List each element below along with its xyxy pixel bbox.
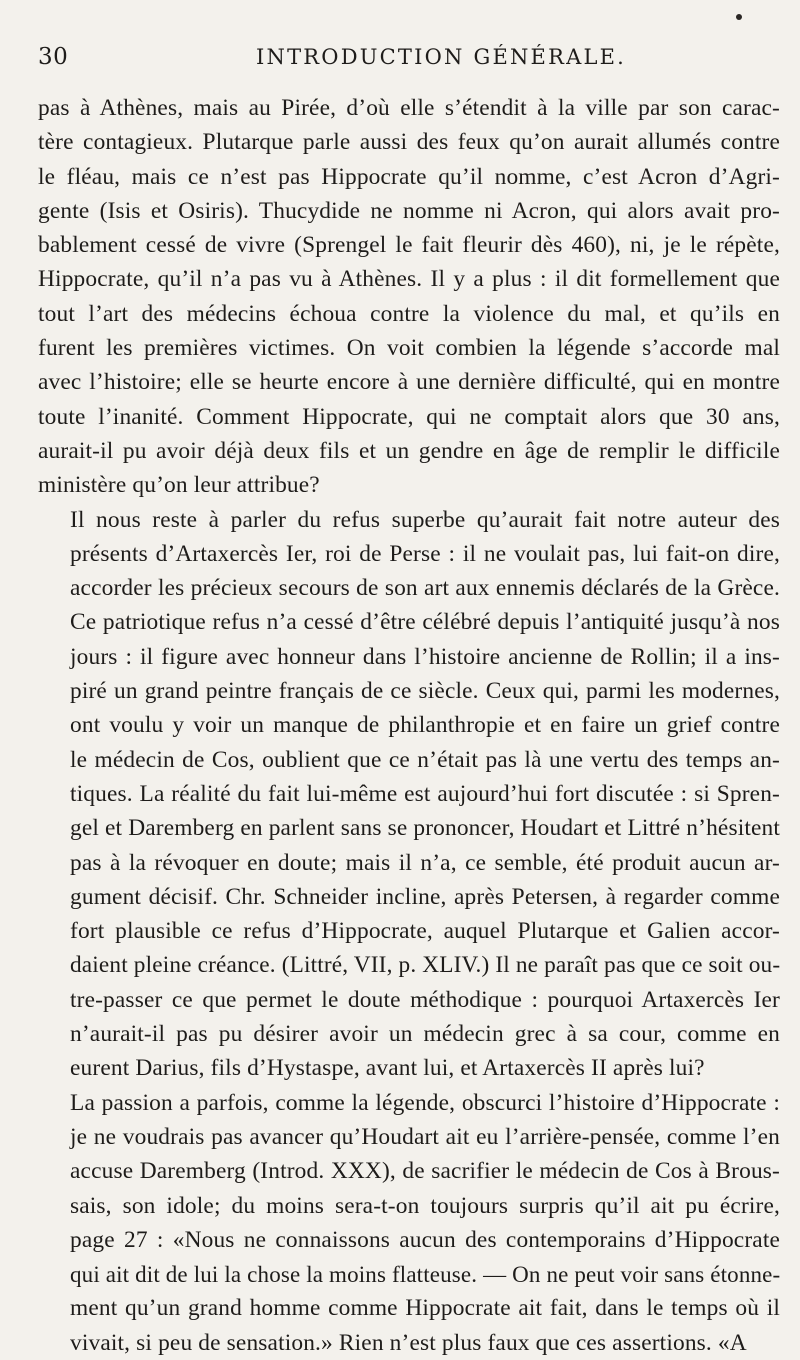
paragraph [38, 91, 780, 503]
text-line: tre-passer ce que permet le doute méthodique : pourquoi Artaxercès Ier [70, 986, 780, 1013]
page-number: 30 [38, 44, 69, 70]
text-line: ministère qu’on leur attribue? [38, 472, 320, 499]
text-line: accorder les précieux secours de son art aux ennemis déclarés de la Grèce. [70, 575, 780, 602]
ink-speck [736, 14, 742, 20]
text-line: tiques. La réalité du fait lui-même est aujourd’hui fort discutée : si Spren- [70, 780, 780, 807]
page-header [38, 44, 780, 91]
running-title: INTRODUCTION GÉNÉRALE. [256, 45, 627, 69]
text-line: toute l’inanité. Comment Hippocrate, qui ne comptait alors que 30 ans, [38, 403, 780, 430]
paragraph [38, 503, 780, 1086]
text-line: daient pleine créance. (Littré, VII, p. XLIV.) Il ne paraît pas que ce soit ou- [70, 952, 781, 979]
text-line: eurent Darius, fils d’Hystaspe, avant lui, et Artaxercès II après lui? [70, 1055, 705, 1082]
text-line: pas à la révoquer en doute; mais il n’a, ce semble, été produit aucun ar- [70, 849, 780, 876]
text-line: gument décisif. Chr. Schneider incline, après Petersen, à regarder comme [70, 883, 780, 910]
text-line: piré un grand peintre français de ce siècle. Ceux qui, parmi les modernes, [70, 678, 780, 705]
text-line: pas à Athènes, mais au Pirée, d’où elle s’étendit à la ville par son carac- [38, 95, 780, 121]
text-line: vivait, si peu de sensation.» Rien n’est plus faux que ces assertions. «A [70, 1329, 747, 1356]
text-line: le fléau, mais ce n’est pas Hippocrate qu’il nomme, c’est Acron d’Agri- [38, 163, 780, 190]
text-line: accuse Daremberg (Introd. XXX), de sacrifier le médecin de Cos à Brous- [70, 1158, 780, 1185]
text-line: La passion a parfois, comme la légende, obscurci l’histoire d’Hippocrate : [70, 1089, 780, 1116]
text-line: gel et Daremberg en parlent sans se prononcer, Houdart et Littré n’hésitent [70, 815, 781, 842]
body-text [38, 91, 780, 1360]
text-line: avec l’histoire; elle se heurte encore à une dernière difficulté, qui en montre [38, 369, 780, 396]
text-line: ment qu’un grand homme comme Hippocrate ait fait, dans le temps où il [70, 1295, 780, 1322]
text-line: furent les premières victimes. On voit combien la légende s’accorde mal [38, 335, 780, 362]
text-line: Il nous reste à parler du refus superbe qu’aurait fait notre auteur des [70, 506, 780, 533]
text-line: aurait-il pu avoir déjà deux fils et un gendre en âge de remplir le difficile [38, 437, 780, 464]
text-line: fort plausible ce refus d’Hippocrate, auquel Plutarque et Galien accor- [70, 918, 780, 945]
text-line: Hippocrate, qu’il n’a pas vu à Athènes. Il y a plus : il dit formellement que [38, 266, 780, 293]
text-line: sais, son idole; du moins sera-t-on toujours surpris qu’il ait pu écrire, [70, 1192, 780, 1219]
text-line: gente (Isis et Osiris). Thucydide ne nomme ni Acron, qui alors avait pro- [38, 197, 780, 224]
text-line: qui ait dit de lui la chose la moins flatteuse. — On ne peut voir sans étonne- [70, 1261, 781, 1288]
text-line: bablement cessé de vivre (Sprengel le fait fleurir dès 460), ni, je le répète, [38, 232, 780, 259]
text-line: tout l’art des médecins échoua contre la violence du mal, et qu’ils en [38, 300, 780, 327]
text-line: jours : il figure avec honneur dans l’histoire ancienne de Rollin; il a ins- [70, 643, 780, 670]
text-line: Ce patriotique refus n’a cessé d’être célébré depuis l’antiquité jusqu’à nos [70, 609, 780, 636]
text-line: tère contagieux. Plutarque parle aussi des feux qu’on aurait allumés contre [38, 129, 780, 156]
text-line: présents d’Artaxercès Ier, roi de Perse : il ne voulait pas, lui fait-on dire, [70, 540, 780, 567]
text-line: ont voulu y voir un manque de philanthropie et en faire un grief contre [70, 712, 780, 739]
text-line: je ne voudrais pas avancer qu’Houdart ait eu l’arrière-pensée, comme l’en [70, 1123, 780, 1150]
text-line: le médecin de Cos, oublient que ce n’était pas là une vertu des temps an- [70, 746, 780, 773]
text-line: n’aurait-il pas pu désirer avoir un médecin grec à sa cour, comme en [70, 1021, 780, 1048]
paragraph [38, 1086, 780, 1360]
text-line: page 27 : «Nous ne connaissons aucun des contemporains d’Hippocrate [70, 1226, 780, 1253]
